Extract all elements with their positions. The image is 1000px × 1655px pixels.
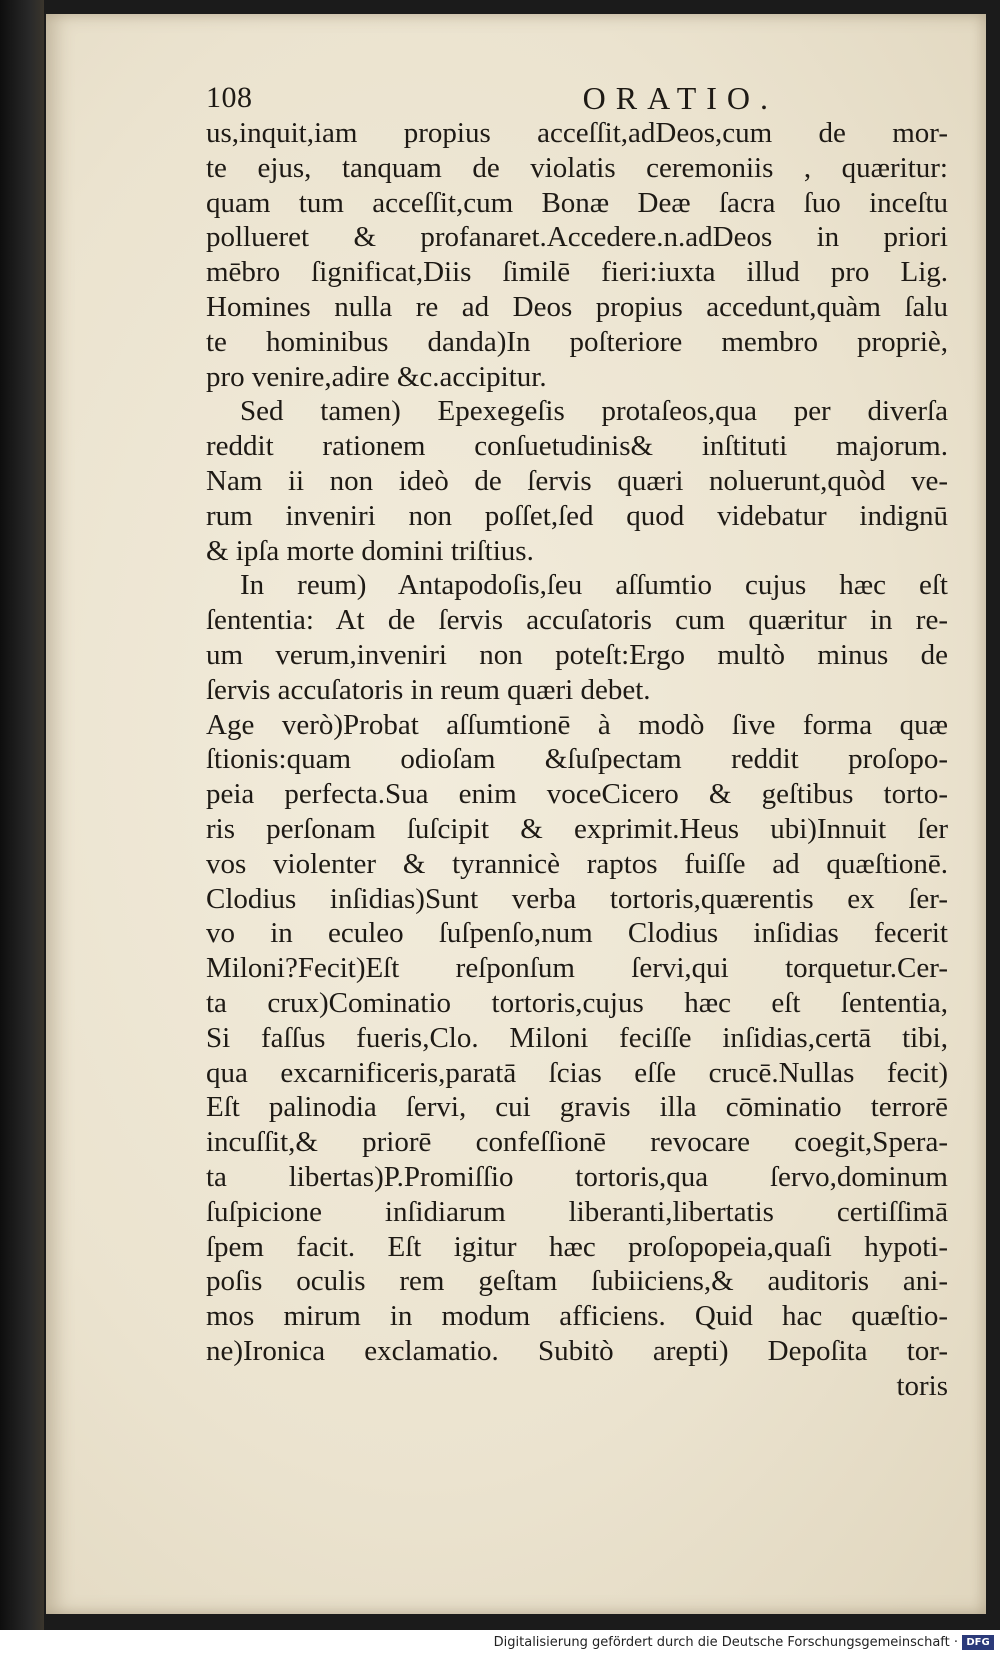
text-line: pro venire,adire &c.accipitur. xyxy=(206,360,547,393)
text-line: mos mirum in modum afficiens. Quid hac quæſtio- xyxy=(206,1300,948,1333)
text-line: ta libertas)P.Promiſſio tortoris,qua ſervo,dominum xyxy=(206,1160,948,1193)
page-number: 108 xyxy=(206,81,253,114)
text-line: Si faſſus fueris,Clo. Miloni feciſſe inſidias,certā tibi, xyxy=(206,1021,948,1054)
text-line: reddit rationem conſuetudinis& inſtituti majorum. xyxy=(206,430,948,463)
footer xyxy=(0,1630,1000,1655)
text-line: ſervis accuſatoris in reum quæri debet. xyxy=(206,673,651,706)
text-line: Homines nulla re ad Deos propius accedunt,quàm ſalu xyxy=(206,290,948,323)
text-line: In reum) Antapodoſis,ſeu aſſumtio cujus hæc eſt xyxy=(240,569,948,602)
text-line: te hominibus danda)In poſteriore membro propriè, xyxy=(206,325,948,358)
text-line: Nam ii non ideò de ſervis quæri noluerunt,quòd ve- xyxy=(206,464,948,497)
text-line: ris perſonam ſuſcipit & exprimit.Heus ubi)Innuit ſer xyxy=(206,812,948,845)
text-line: Clodius inſidias)Sunt verba tortoris,quærentis ex ſer- xyxy=(206,882,948,915)
dfg-logo: DFG xyxy=(962,1635,994,1650)
text-line: peia perfecta.Sua enim voceCicero & geſtibus torto- xyxy=(206,778,948,811)
catchword: toris xyxy=(896,1369,948,1402)
text-line: ſententia: At de ſervis accuſatoris cum quæritur in re- xyxy=(206,604,948,637)
text-line: us,inquit,iam propius acceſſit,adDeos,cum de mor- xyxy=(206,117,948,149)
text-line: vo in eculeo ſuſpenſo,num Clodius inſidias fecerit xyxy=(206,917,948,950)
text-line: qua excarnificeris,paratā ſcias eſſe crucē.Nullas fecit) xyxy=(206,1056,948,1089)
text-line: um verum,inveniri non poteſt:Ergo multò minus de xyxy=(206,638,948,671)
text-line: ne)Ironica exclamatio. Subitò arepti) Depoſita tor- xyxy=(206,1334,948,1367)
text-line: rum inveniri non poſſet,ſed quod videbatur indignū xyxy=(206,499,948,532)
text-line: ſpem facit. Eſt igitur hæc proſopopeia,quaſi hypoti- xyxy=(206,1230,948,1263)
running-title: ORATIO. xyxy=(582,80,778,116)
text-line: quam tum acceſſit,cum Bonæ Deæ ſacra ſuo inceſtu xyxy=(206,186,948,219)
text-line: pollueret & profanaret.Accedere.n.adDeos in priori xyxy=(206,221,948,254)
text-line: Sed tamen) Epexegeſis protaſeos,qua per diverſa xyxy=(240,395,948,428)
text-line: ſuſpicione inſidiarum liberanti,libertatis certiſſimā xyxy=(206,1195,948,1228)
text-line: Miloni?Fecit)Eſt reſponſum ſervi,qui torquetur.Cer- xyxy=(206,952,948,985)
funding-credit: Digitalisierung gefördert durch die Deutsche Forschungsgemeinschaft · xyxy=(493,1635,958,1650)
text-line: Age verò)Probat aſſumtionē à modò ſive forma quæ xyxy=(206,708,948,741)
text-line: incuſſit,& priorē confeſſionē revocare coegit,Spera- xyxy=(206,1126,948,1159)
text-block xyxy=(206,80,948,1403)
running-head xyxy=(206,80,948,116)
text-line: Eſt palinodia ſervi, cui gravis illa cōminatio terrorē xyxy=(206,1091,948,1124)
text-line: vos violenter & tyrannicè raptos fuiſſe ad quæſtionē. xyxy=(206,847,948,880)
text-line: ſtionis:quam odioſam &ſuſpectam reddit proſopo- xyxy=(206,743,948,776)
text-line: & ipſa morte domini triſtius. xyxy=(206,534,534,567)
book-page xyxy=(46,14,986,1614)
body-text xyxy=(206,116,948,1403)
book-gutter xyxy=(0,0,44,1630)
text-line: te ejus, tanquam de violatis ceremoniis , quæritur: xyxy=(206,151,948,184)
text-line: poſis oculis rem geſtam ſubiiciens,& auditoris ani- xyxy=(206,1265,948,1298)
text-line: ta crux)Cominatio tortoris,cujus hæc eſt ſententia, xyxy=(206,986,948,1019)
text-line: mēbro ſignificat,Diis ſimilē fieri:iuxta illud pro Lig. xyxy=(206,256,948,289)
